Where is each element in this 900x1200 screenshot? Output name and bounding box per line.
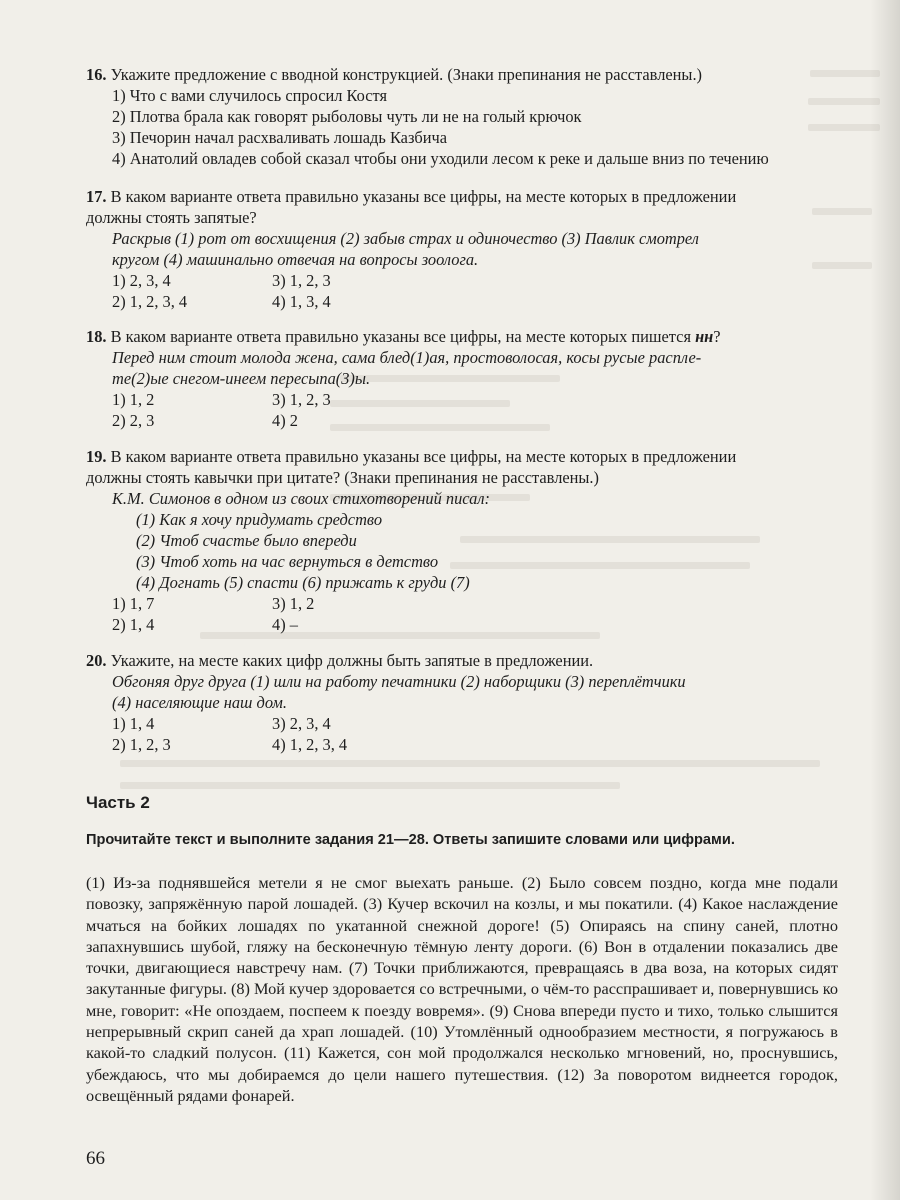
option-1: 1) Что с вами случилось спросил Костя [112, 86, 387, 105]
sentence-line: Перед ним стоит молода жена, сама блед(1)ая, простоволосая, косы русые распле- [112, 348, 702, 367]
poem-line: (2) Чтоб счастье было впереди [136, 531, 357, 550]
sentence-line: кругом (4) машинально отвечая на вопросы зоолога. [112, 250, 479, 269]
question-18 [86, 326, 846, 431]
question-16 [86, 64, 846, 169]
answer-2: 2) 2, 3 [112, 411, 155, 430]
answer-1: 1) 1, 4 [112, 714, 155, 733]
question-text-cont: должны стоять кавычки при цитате? (Знаки препинания не расставлены.) [86, 468, 599, 487]
question-20 [86, 650, 846, 755]
question-text-emphasis: нн [695, 327, 714, 346]
answer-4: 4) 1, 3, 4 [272, 292, 331, 311]
poem-line: (3) Чтоб хоть на час вернуться в детство [136, 552, 439, 571]
question-number: 17. [86, 187, 107, 206]
sentence-line: (4) населяющие наш дом. [112, 693, 287, 712]
option-3: 3) Печорин начал расхваливать лошадь Казбича [112, 128, 448, 147]
answer-1: 1) 2, 3, 4 [112, 271, 171, 290]
question-text: Укажите, на месте каких цифр должны быть запятые в предложении. [110, 651, 594, 670]
page-number: 66 [86, 1148, 105, 1169]
poem-line: (1) Как я хочу придумать средство [136, 510, 383, 529]
answer-1: 1) 1, 2 [112, 390, 155, 409]
answer-2: 2) 1, 2, 3, 4 [112, 292, 188, 311]
section-title: Часть 2 [86, 793, 150, 812]
answer-4: 4) – [272, 615, 298, 634]
section-instruction: Прочитайте текст и выполните задания 21—28. Ответы запишите словами или цифрами. [86, 832, 735, 848]
question-number: 16. [86, 65, 107, 84]
answer-4: 4) 1, 2, 3, 4 [272, 735, 348, 754]
answer-3: 3) 1, 2 [272, 594, 315, 613]
question-number: 20. [86, 651, 107, 670]
option-4: 4) Анатолий овладев собой сказал чтобы они уходили лесом к реке и дальше вниз по течению [112, 149, 769, 168]
question-17 [86, 186, 846, 312]
question-text-cont: должны стоять запятые? [86, 208, 257, 227]
question-number: 19. [86, 447, 107, 466]
question-text: В каком варианте ответа правильно указаны все цифры, на месте которых в предложении [110, 187, 737, 206]
answer-4: 4) 2 [272, 411, 298, 430]
answer-grid [86, 713, 846, 755]
page-edge-shadow [870, 0, 900, 1200]
question-number: 18. [86, 327, 107, 346]
question-text: Укажите предложение с вводной конструкцией. (Знаки препинания не расставлены.) [110, 65, 702, 84]
question-text: В каком варианте ответа правильно указаны все цифры, на месте которых пишется [110, 327, 696, 346]
question-text: В каком варианте ответа правильно указаны все цифры, на месте которых в предложении [110, 447, 737, 466]
sentence-line: те(2)ые снегом-инеем пересыпа(3)ы. [112, 369, 371, 388]
option-2: 2) Плотва брала как говорят рыболовы чуть ли не на голый крючок [112, 107, 582, 126]
sentence-line: Обгоняя друг друга (1) шли на работу печатники (2) наборщики (3) переплётчики [112, 672, 686, 691]
answer-3: 3) 2, 3, 4 [272, 714, 331, 733]
question-text-end: ? [713, 327, 721, 346]
answer-2: 2) 1, 2, 3 [112, 735, 171, 754]
answer-1: 1) 1, 7 [112, 594, 155, 613]
poem-line: (4) Догнать (5) спасти (6) прижать к груди (7) [136, 573, 470, 592]
answer-2: 2) 1, 4 [112, 615, 155, 634]
answer-grid [86, 593, 846, 635]
answer-3: 3) 1, 2, 3 [272, 271, 331, 290]
answer-grid [86, 389, 846, 431]
answer-grid [86, 270, 846, 312]
question-19 [86, 446, 846, 635]
sentence-line: Раскрыв (1) рот от восхищения (2) забыв страх и одиночество (3) Павлик смотрел [112, 229, 699, 248]
quote-intro: К.М. Симонов в одном из своих стихотворений писал: [112, 489, 490, 508]
answer-3: 3) 1, 2, 3 [272, 390, 331, 409]
reading-passage: (1) Из-за поднявшейся метели я не смог выехать раньше. (2) Было совсем поздно, когда мне подали повозку, запряжённую парой лошадей. (3) Кучер вскочил на козлы, и мы покатили. (4) Какое наслаждение мчаться на бойких лошадях по укатанной снежной дороге! (5) Опираясь на спину саней, плотно запахнувшись шубой, гляжу на бесконечную тёмную ленту дороги. (6) Вон в отдалении показались две точки, двигающиеся навстречу нам. (7) Точки приближаются, превращаясь в два воза, на которых сидят закутанные фигуры. (8) Мой кучер здоровается со встречными, о чём-то расспрашивает и, повернувшись ко мне, говорит: «Не опоздаем, поспеем к поезду вовремя». (9) Снова впереди пусто и тихо, только слышится непрерывный скрип саней да храп лошадей. (10) Утомлённый однообразием местности, я погружаюсь в какой-то сладкий полусон. (11) Кажется, сон мой продолжался несколько мгновений, но, проснувшись, убеждаюсь, что мы добираемся до цели нашего путешествия. (12) За поворотом виднеется городок, освещённый рядами фонарей. [86, 873, 838, 1105]
